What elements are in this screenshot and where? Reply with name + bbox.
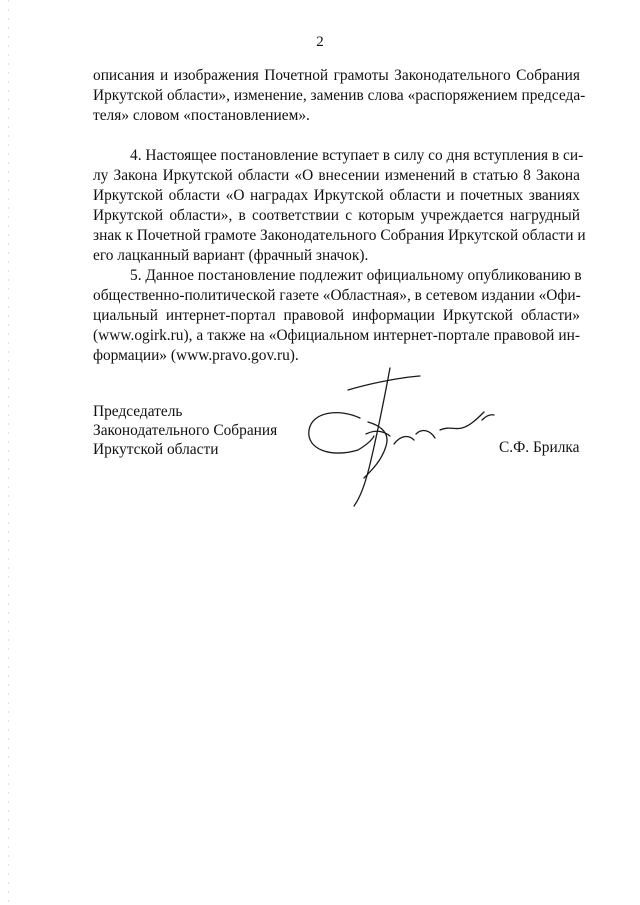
paragraph-line: общественно-политической газете «Областная», в сетевом издании «Офи- <box>93 287 581 304</box>
paragraph-line: циальный интернет-портал правовой информации Иркутской области» <box>93 307 580 324</box>
scan-edge-dots <box>8 0 9 905</box>
signer-title-line: Председатель <box>93 403 183 420</box>
page-number: 2 <box>316 34 324 50</box>
paragraph-line: описания и изображения Почетной грамоты Законодательного Собрания <box>93 67 580 84</box>
paragraph-line: (www.ogirk.ru), а также на «Официальном интернет-портале правовой ин- <box>93 327 580 344</box>
paragraph-line: Иркутской области», в соответствии с которым учреждается нагрудный <box>93 207 580 224</box>
paragraph-line: Иркутской области», изменение, заменив слова «распоряжением председа- <box>93 87 586 104</box>
paragraph-line: лу Закона Иркутской области «О внесении изменений в статью 8 Закона <box>93 167 580 184</box>
signer-name: С.Ф. Брилка <box>499 439 580 456</box>
paragraph-line: Иркутской области «О наградах Иркутской области и почетных званиях <box>93 187 580 204</box>
paragraph-line: 4. Настоящее постановление вступает в силу со дня вступления в си- <box>130 147 584 164</box>
paragraph-line: формации» (www.pravo.gov.ru). <box>93 347 299 364</box>
paragraph-line: теля» словом «постановлением». <box>93 107 310 124</box>
paragraph-line: знак к Почетной грамоте Законодательного Собрания Иркутской области и <box>93 227 586 244</box>
signer-title <box>93 402 277 459</box>
paragraph-continuation <box>93 66 586 126</box>
paragraph-line: 5. Данное постановление подлежит официальному опубликованию в <box>130 267 582 284</box>
paragraph-line: его лацканный вариант (фрачный значок). <box>93 247 369 264</box>
paragraph-5 <box>93 266 580 366</box>
signer-title-line: Иркутской области <box>93 441 219 458</box>
handwritten-signature <box>290 360 500 510</box>
signer-title-line: Законодательного Собрания <box>93 422 278 439</box>
paragraph-4 <box>93 146 586 266</box>
